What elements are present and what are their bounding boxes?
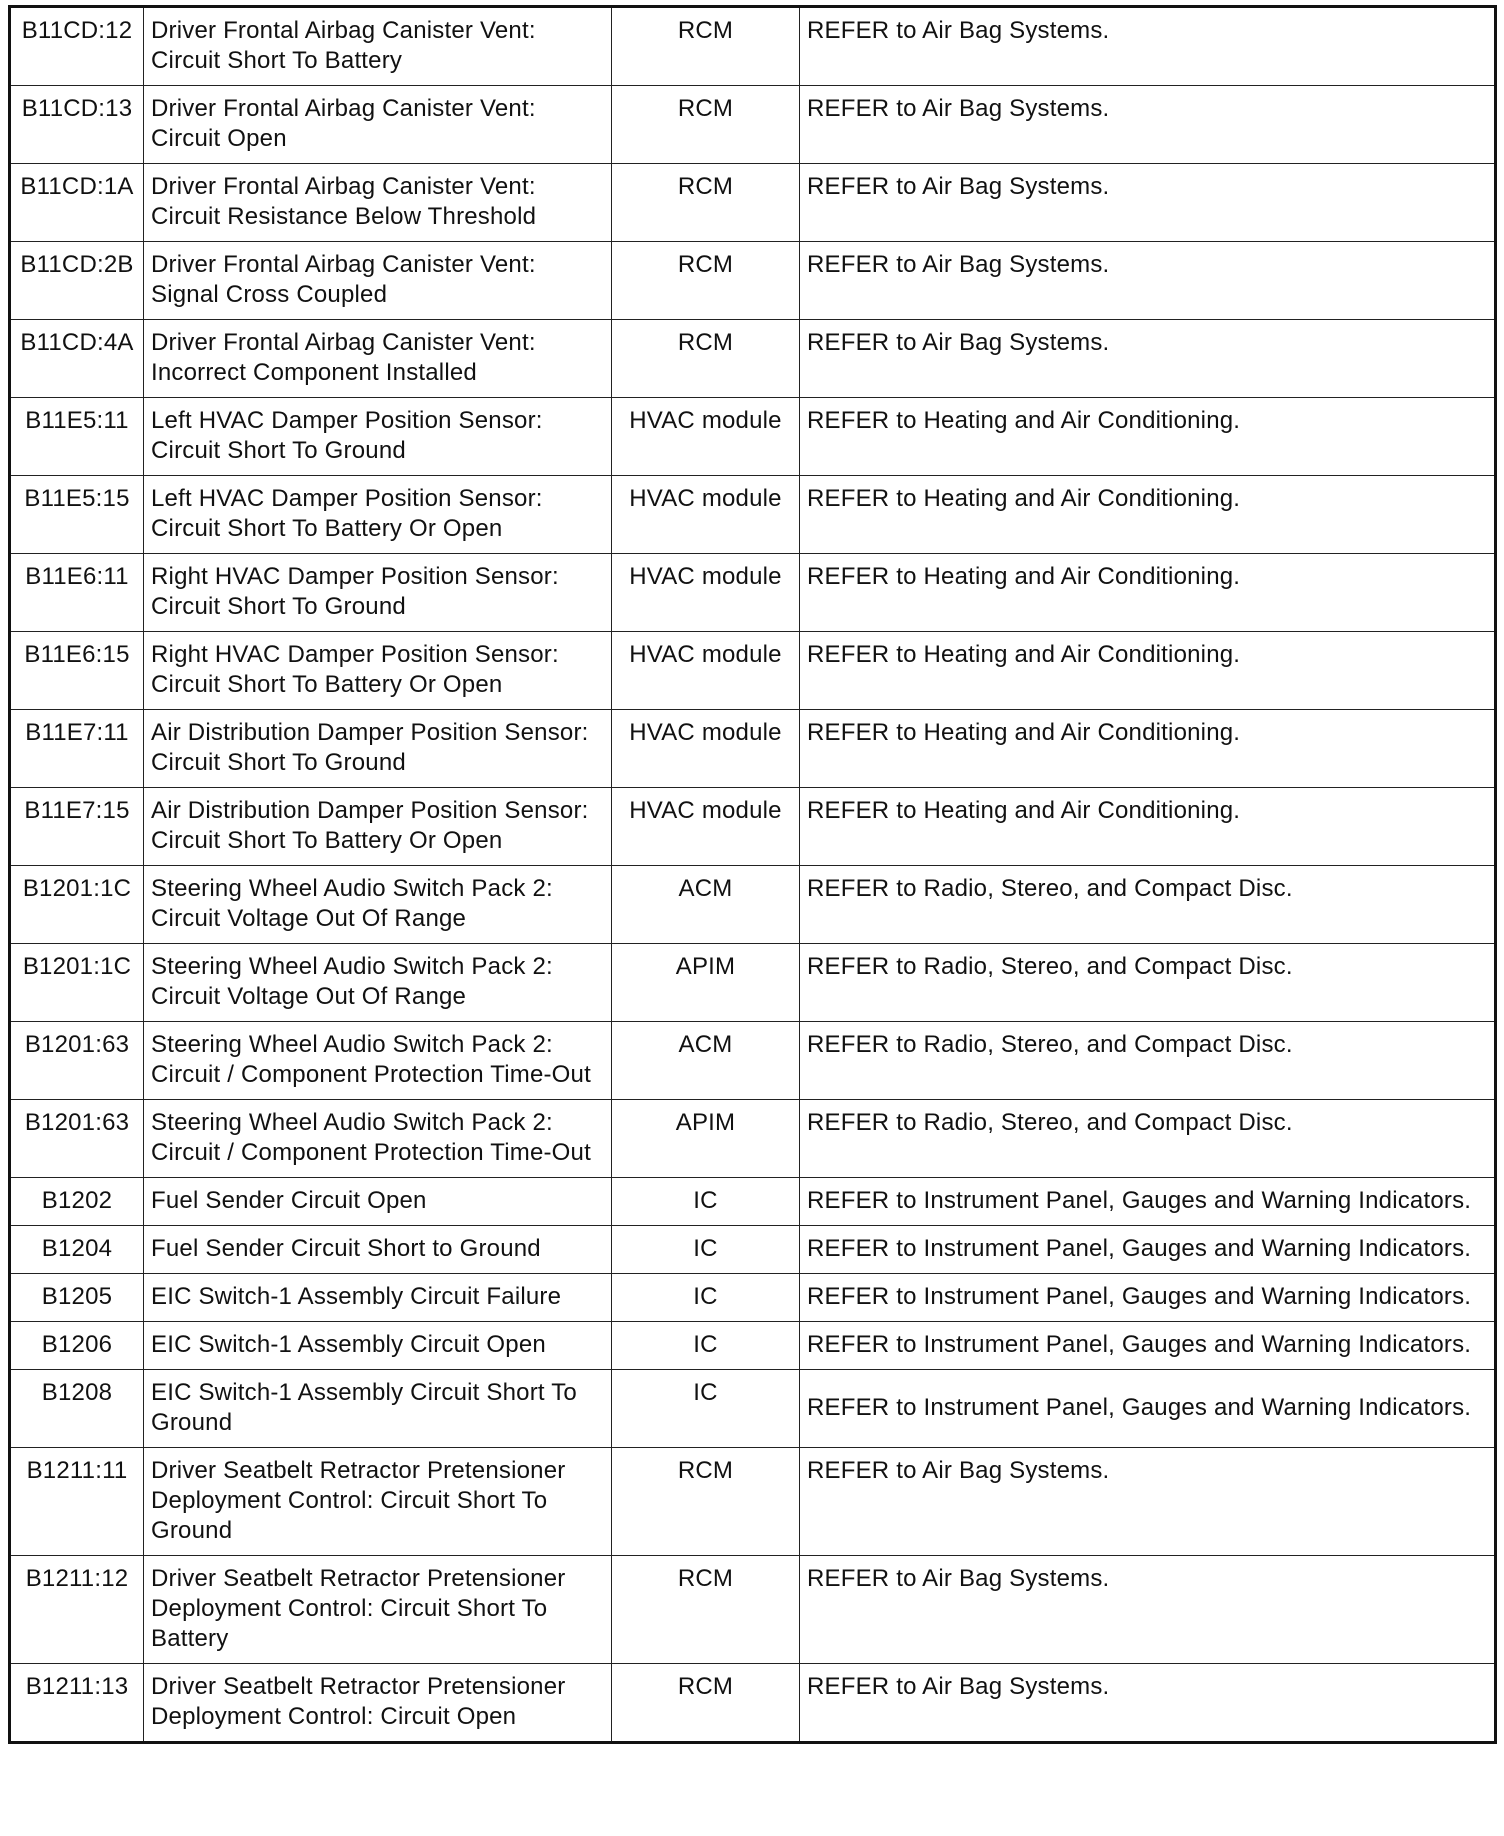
dtc-module-cell: HVAC module <box>612 554 800 632</box>
dtc-description-cell: Air Distribution Damper Position Sensor: Circuit Short To Ground <box>144 710 612 788</box>
dtc-action-cell: REFER to Radio, Stereo, and Compact Disc. <box>800 866 1496 944</box>
dtc-description-cell: Steering Wheel Audio Switch Pack 2: Circuit / Component Protection Time-Out <box>144 1022 612 1100</box>
table-row <box>10 1022 1496 1100</box>
dtc-action-cell: REFER to Radio, Stereo, and Compact Disc. <box>800 1100 1496 1178</box>
dtc-description-cell: Driver Seatbelt Retractor Pretensioner Deployment Control: Circuit Short To Battery <box>144 1556 612 1664</box>
dtc-action-cell: REFER to Air Bag Systems. <box>800 242 1496 320</box>
dtc-action-cell: REFER to Air Bag Systems. <box>800 1664 1496 1743</box>
dtc-action-cell: REFER to Heating and Air Conditioning. <box>800 788 1496 866</box>
table-row <box>10 866 1496 944</box>
dtc-action-cell: REFER to Air Bag Systems. <box>800 320 1496 398</box>
dtc-module-cell: RCM <box>612 242 800 320</box>
dtc-module-cell: ACM <box>612 1022 800 1100</box>
dtc-code-cell: B11E6:11 <box>10 554 144 632</box>
dtc-module-cell: RCM <box>612 164 800 242</box>
dtc-action-cell: REFER to Air Bag Systems. <box>800 1556 1496 1664</box>
table-row <box>10 1100 1496 1178</box>
dtc-code-cell: B11CD:4A <box>10 320 144 398</box>
dtc-module-cell: HVAC module <box>612 398 800 476</box>
table-row <box>10 320 1496 398</box>
dtc-description-cell: Air Distribution Damper Position Sensor: Circuit Short To Battery Or Open <box>144 788 612 866</box>
dtc-action-cell: REFER to Instrument Panel, Gauges and Warning Indicators. <box>800 1274 1496 1322</box>
dtc-module-cell: APIM <box>612 944 800 1022</box>
table-row <box>10 1664 1496 1743</box>
dtc-description-cell: Driver Frontal Airbag Canister Vent: Signal Cross Coupled <box>144 242 612 320</box>
dtc-description-cell: Left HVAC Damper Position Sensor: Circuit Short To Ground <box>144 398 612 476</box>
dtc-code-cell: B1211:12 <box>10 1556 144 1664</box>
dtc-code-cell: B1211:11 <box>10 1448 144 1556</box>
dtc-table-body <box>10 7 1496 1743</box>
table-row <box>10 1178 1496 1226</box>
table-row <box>10 1226 1496 1274</box>
table-row <box>10 242 1496 320</box>
dtc-action-cell: REFER to Air Bag Systems. <box>800 86 1496 164</box>
dtc-module-cell: IC <box>612 1322 800 1370</box>
dtc-description-cell: Driver Frontal Airbag Canister Vent: Circuit Short To Battery <box>144 7 612 86</box>
table-row <box>10 1322 1496 1370</box>
dtc-module-cell: RCM <box>612 320 800 398</box>
table-row <box>10 476 1496 554</box>
dtc-module-cell: RCM <box>612 7 800 86</box>
table-row <box>10 1274 1496 1322</box>
dtc-module-cell: HVAC module <box>612 632 800 710</box>
dtc-code-cell: B11CD:1A <box>10 164 144 242</box>
dtc-module-cell: IC <box>612 1226 800 1274</box>
dtc-code-cell: B11E5:15 <box>10 476 144 554</box>
dtc-description-cell: Driver Seatbelt Retractor Pretensioner Deployment Control: Circuit Short To Ground <box>144 1448 612 1556</box>
dtc-module-cell: HVAC module <box>612 476 800 554</box>
dtc-code-cell: B1201:63 <box>10 1100 144 1178</box>
dtc-code-cell: B1204 <box>10 1226 144 1274</box>
dtc-module-cell: ACM <box>612 866 800 944</box>
table-row <box>10 164 1496 242</box>
table-row <box>10 1556 1496 1664</box>
dtc-description-cell: EIC Switch-1 Assembly Circuit Open <box>144 1322 612 1370</box>
dtc-action-cell: REFER to Instrument Panel, Gauges and Warning Indicators. <box>800 1226 1496 1274</box>
dtc-module-cell: RCM <box>612 86 800 164</box>
dtc-code-cell: B11CD:13 <box>10 86 144 164</box>
dtc-code-cell: B1202 <box>10 1178 144 1226</box>
table-row <box>10 632 1496 710</box>
dtc-code-cell: B1201:63 <box>10 1022 144 1100</box>
dtc-action-cell: REFER to Instrument Panel, Gauges and Warning Indicators. <box>800 1178 1496 1226</box>
table-row <box>10 1448 1496 1556</box>
dtc-code-cell: B11CD:12 <box>10 7 144 86</box>
table-row <box>10 398 1496 476</box>
dtc-description-cell: Fuel Sender Circuit Open <box>144 1178 612 1226</box>
dtc-description-cell: Driver Seatbelt Retractor Pretensioner Deployment Control: Circuit Open <box>144 1664 612 1743</box>
dtc-module-cell: HVAC module <box>612 710 800 788</box>
dtc-code-cell: B1201:1C <box>10 944 144 1022</box>
dtc-description-cell: Steering Wheel Audio Switch Pack 2: Circuit Voltage Out Of Range <box>144 866 612 944</box>
dtc-module-cell: IC <box>612 1178 800 1226</box>
dtc-code-cell: B11CD:2B <box>10 242 144 320</box>
table-row <box>10 86 1496 164</box>
dtc-code-cell: B11E7:15 <box>10 788 144 866</box>
dtc-description-cell: EIC Switch-1 Assembly Circuit Failure <box>144 1274 612 1322</box>
dtc-description-cell: EIC Switch-1 Assembly Circuit Short To Ground <box>144 1370 612 1448</box>
dtc-description-cell: Fuel Sender Circuit Short to Ground <box>144 1226 612 1274</box>
dtc-action-cell: REFER to Instrument Panel, Gauges and Warning Indicators. <box>800 1370 1496 1448</box>
dtc-code-cell: B1208 <box>10 1370 144 1448</box>
dtc-module-cell: RCM <box>612 1448 800 1556</box>
dtc-module-cell: APIM <box>612 1100 800 1178</box>
dtc-action-cell: REFER to Heating and Air Conditioning. <box>800 476 1496 554</box>
dtc-code-cell: B1205 <box>10 1274 144 1322</box>
dtc-module-cell: IC <box>612 1370 800 1448</box>
dtc-action-cell: REFER to Heating and Air Conditioning. <box>800 398 1496 476</box>
table-row <box>10 554 1496 632</box>
table-row <box>10 710 1496 788</box>
dtc-action-cell: REFER to Heating and Air Conditioning. <box>800 710 1496 788</box>
dtc-description-cell: Driver Frontal Airbag Canister Vent: Circuit Open <box>144 86 612 164</box>
dtc-module-cell: IC <box>612 1274 800 1322</box>
dtc-description-cell: Right HVAC Damper Position Sensor: Circuit Short To Ground <box>144 554 612 632</box>
dtc-description-cell: Driver Frontal Airbag Canister Vent: Incorrect Component Installed <box>144 320 612 398</box>
dtc-description-cell: Driver Frontal Airbag Canister Vent: Circuit Resistance Below Threshold <box>144 164 612 242</box>
dtc-action-cell: REFER to Air Bag Systems. <box>800 164 1496 242</box>
dtc-code-cell: B11E7:11 <box>10 710 144 788</box>
dtc-description-cell: Steering Wheel Audio Switch Pack 2: Circuit / Component Protection Time-Out <box>144 1100 612 1178</box>
table-row <box>10 944 1496 1022</box>
dtc-module-cell: RCM <box>612 1664 800 1743</box>
dtc-code-cell: B1211:13 <box>10 1664 144 1743</box>
dtc-description-cell: Steering Wheel Audio Switch Pack 2: Circuit Voltage Out Of Range <box>144 944 612 1022</box>
dtc-module-cell: RCM <box>612 1556 800 1664</box>
dtc-code-cell: B1206 <box>10 1322 144 1370</box>
dtc-action-cell: REFER to Radio, Stereo, and Compact Disc. <box>800 1022 1496 1100</box>
dtc-action-cell: REFER to Instrument Panel, Gauges and Warning Indicators. <box>800 1322 1496 1370</box>
dtc-module-cell: HVAC module <box>612 788 800 866</box>
dtc-action-cell: REFER to Air Bag Systems. <box>800 1448 1496 1556</box>
dtc-action-cell: REFER to Radio, Stereo, and Compact Disc. <box>800 944 1496 1022</box>
dtc-code-cell: B11E6:15 <box>10 632 144 710</box>
dtc-code-cell: B1201:1C <box>10 866 144 944</box>
dtc-action-cell: REFER to Air Bag Systems. <box>800 7 1496 86</box>
table-row <box>10 7 1496 86</box>
dtc-description-cell: Right HVAC Damper Position Sensor: Circuit Short To Battery Or Open <box>144 632 612 710</box>
dtc-description-cell: Left HVAC Damper Position Sensor: Circuit Short To Battery Or Open <box>144 476 612 554</box>
dtc-code-cell: B11E5:11 <box>10 398 144 476</box>
dtc-action-cell: REFER to Heating and Air Conditioning. <box>800 554 1496 632</box>
table-row <box>10 788 1496 866</box>
dtc-action-cell: REFER to Heating and Air Conditioning. <box>800 632 1496 710</box>
dtc-table <box>8 5 1497 1744</box>
table-row <box>10 1370 1496 1448</box>
